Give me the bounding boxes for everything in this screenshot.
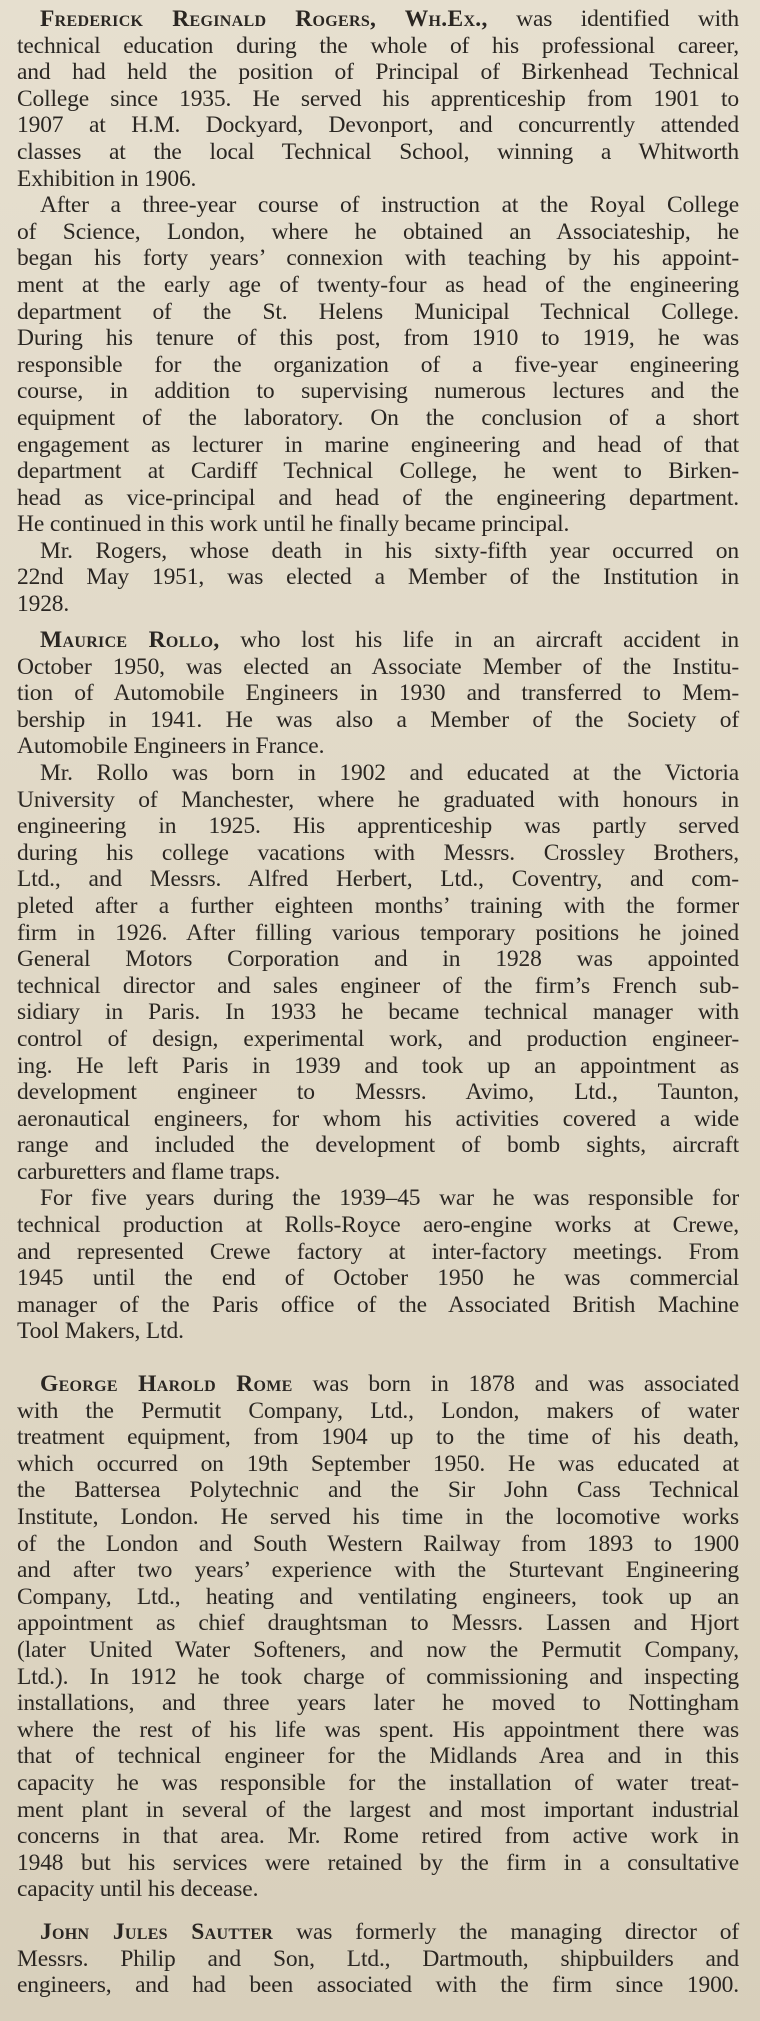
text-line: concerns in that area. Mr. Rome retired from active work in — [17, 1823, 739, 1850]
text-line: Ltd., and Messrs. Alfred Herbert, Ltd., Coventry, and com- — [17, 866, 739, 893]
text-line: John Jules Sautter was formerly the managing director of — [40, 1919, 739, 1945]
text-line: which occurred on 19th September 1950. He was educated at — [17, 1450, 739, 1477]
text-line: engineering in 1925. His apprenticeship was partly served — [17, 813, 739, 840]
text-line: tion of Automobile Engineers in 1930 and transferred to Mem- — [17, 680, 739, 707]
text-line: technical director and sales engineer of the firm’s French sub- — [17, 972, 739, 999]
obituary-entry-sautter — [17, 1919, 739, 1999]
text-line: the Battersea Polytechnic and the Sir John Cass Technical — [17, 1477, 739, 1504]
text-line: Maurice Rollo, who lost his life in an aircraft accident in — [40, 627, 739, 653]
text-line: classes at the local Technical School, winning a Whitworth — [17, 138, 739, 165]
text-line: with the Permutit Company, Ltd., London, makers of water — [17, 1397, 739, 1424]
text-line: After a three-year course of instruction at the Royal College — [40, 192, 739, 219]
text-line: 22nd May 1951, was elected a Member of the Institution in — [17, 564, 739, 591]
text-line: carburetters and flame traps. — [17, 1158, 281, 1185]
text-line: He continued in this work until he finally became principal. — [17, 511, 570, 538]
text-line: Messrs. Philip and Son, Ltd., Dartmouth, shipbuilders and — [17, 1945, 739, 1972]
text-line: engineers, and had been associated with the firm since 1900. — [17, 1972, 739, 1999]
text-line: and after two years’ experience with the Sturtevant Engineering — [17, 1557, 739, 1584]
text-line: During his tenure of this post, from 1910 to 1919, he was — [17, 325, 739, 352]
text-line: aeronautical engineers, for whom his activities covered a wide — [17, 1105, 739, 1132]
name-suffix: , Wh.Ex., — [370, 6, 488, 32]
text-line: sidiary in Paris. In 1933 he became technical manager with — [17, 999, 739, 1026]
text-line: ment at the early age of twenty-four as head of the engineering — [17, 271, 739, 298]
text-line: course, in addition to supervising numerous lectures and the — [17, 378, 739, 405]
text-line: of the London and South Western Railway from 1893 to 1900 — [17, 1530, 739, 1557]
text-line: range and included the development of bomb sights, aircraft — [17, 1132, 739, 1159]
text-line: treatment equipment, from 1904 up to the time of his death, — [17, 1424, 739, 1451]
text-line: department at Cardiff Technical College, he went to Birken- — [17, 458, 739, 485]
obituary-entry-rome — [17, 1371, 739, 1903]
text-line: ment plant in several of the largest and most important industrial — [17, 1796, 739, 1823]
text-line: of Science, London, where he obtained an Associateship, he — [17, 218, 739, 245]
text-line: Tool Makers, Ltd. — [17, 1318, 184, 1345]
text-line: Company, Ltd., heating and ventilating engineers, took up an — [17, 1583, 739, 1610]
text-line: Frederick Reginald Rogers, Wh.Ex., was identified with — [40, 6, 739, 32]
obituary-entry-rogers — [17, 6, 739, 618]
text-line: development engineer to Messrs. Avimo, Ltd., Taunton, — [17, 1079, 739, 1106]
text-line: University of Manchester, where he graduated with honours in — [17, 786, 739, 813]
text-line: engagement as lecturer in marine engineering and head of that — [17, 431, 739, 458]
text-line: appointment as chief draughtsman to Messrs. Lassen and Hjort — [17, 1610, 739, 1637]
obituary-entry-rollo — [17, 627, 739, 1345]
text-line: during his college vacations with Messrs. Crossley Brothers, — [17, 839, 739, 866]
text-line: that of technical engineer for the Midlands Area and in this — [17, 1743, 739, 1770]
text-line: Institute, London. He served his time in the locomotive works — [17, 1503, 739, 1530]
text-line: College since 1935. He served his apprenticeship from 1901 to — [17, 85, 739, 112]
text-line: bership in 1941. He was also a Member of the Society of — [17, 706, 739, 733]
text-line: Ltd.). In 1912 he took charge of commissioning and inspecting — [17, 1663, 739, 1690]
text-line: control of design, experimental work, and production engineer- — [17, 1025, 739, 1052]
text-line: capacity until his decease. — [17, 1876, 259, 1903]
text-line: department of the St. Helens Municipal Technical College. — [17, 298, 739, 325]
text-line: installations, and three years later he moved to Nottingham — [17, 1690, 739, 1717]
text-line: 1948 but his services were retained by the firm in a consultative — [17, 1849, 739, 1876]
text-line: equipment of the laboratory. On the conclusion of a short — [17, 404, 739, 431]
text-line: George Harold Rome was born in 1878 and was associated — [40, 1371, 739, 1397]
text-line: firm in 1926. After filling various temporary positions he joined — [17, 919, 739, 946]
text-line: ing. He left Paris in 1939 and took up an appointment as — [17, 1052, 739, 1079]
name-suffix: , — [213, 627, 220, 653]
text-line: For five years during the 1939–45 war he was responsible for — [40, 1185, 739, 1212]
text-line: Automobile Engineers in France. — [17, 733, 325, 760]
text-line: and had held the position of Principal of Birkenhead Technical — [17, 59, 739, 86]
text-line: head as vice-principal and head of the engineering department. — [17, 484, 739, 511]
text-line: 1928. — [17, 591, 70, 618]
text-line: manager of the Paris office of the Associated British Machine — [17, 1291, 739, 1318]
text-line: 1945 until the end of October 1950 he was commercial — [17, 1265, 739, 1292]
text-line: Mr. Rogers, whose death in his sixty-fifth year occurred on — [40, 537, 739, 564]
person-name: Frederick Reginald Rogers — [40, 6, 371, 32]
text-line: Exhibition in 1906. — [17, 165, 197, 192]
person-name: Maurice Rollo — [40, 627, 214, 653]
text-line: responsible for the organization of a five-year engineering — [17, 351, 739, 378]
person-name: John Jules Sautter — [40, 1919, 274, 1945]
text-line: 1907 at H.M. Dockyard, Devonport, and concurrently attended — [17, 112, 739, 139]
text-line: pleted after a further eighteen months’ training with the former — [17, 892, 739, 919]
text-line: Mr. Rollo was born in 1902 and educated at the Victoria — [40, 759, 739, 786]
text-line: technical production at Rolls-Royce aero-engine works at Crewe, — [17, 1212, 739, 1239]
text-line: where the rest of his life was spent. His appointment there was — [17, 1716, 739, 1743]
person-name: George Harold Rome — [40, 1371, 293, 1397]
text-line: General Motors Corporation and in 1928 was appointed — [17, 946, 739, 973]
text-line: and represented Crewe factory at inter-factory meetings. From — [17, 1238, 739, 1265]
text-line: technical education during the whole of his professional career, — [17, 32, 739, 59]
text-line: (later United Water Softeners, and now the Permutit Company, — [17, 1636, 739, 1663]
text-line: began his forty years’ connexion with teaching by his appoint- — [17, 245, 739, 272]
text-line: capacity he was responsible for the installation of water treat- — [17, 1769, 739, 1796]
text-line: October 1950, was elected an Associate Member of the Institu- — [17, 653, 739, 680]
